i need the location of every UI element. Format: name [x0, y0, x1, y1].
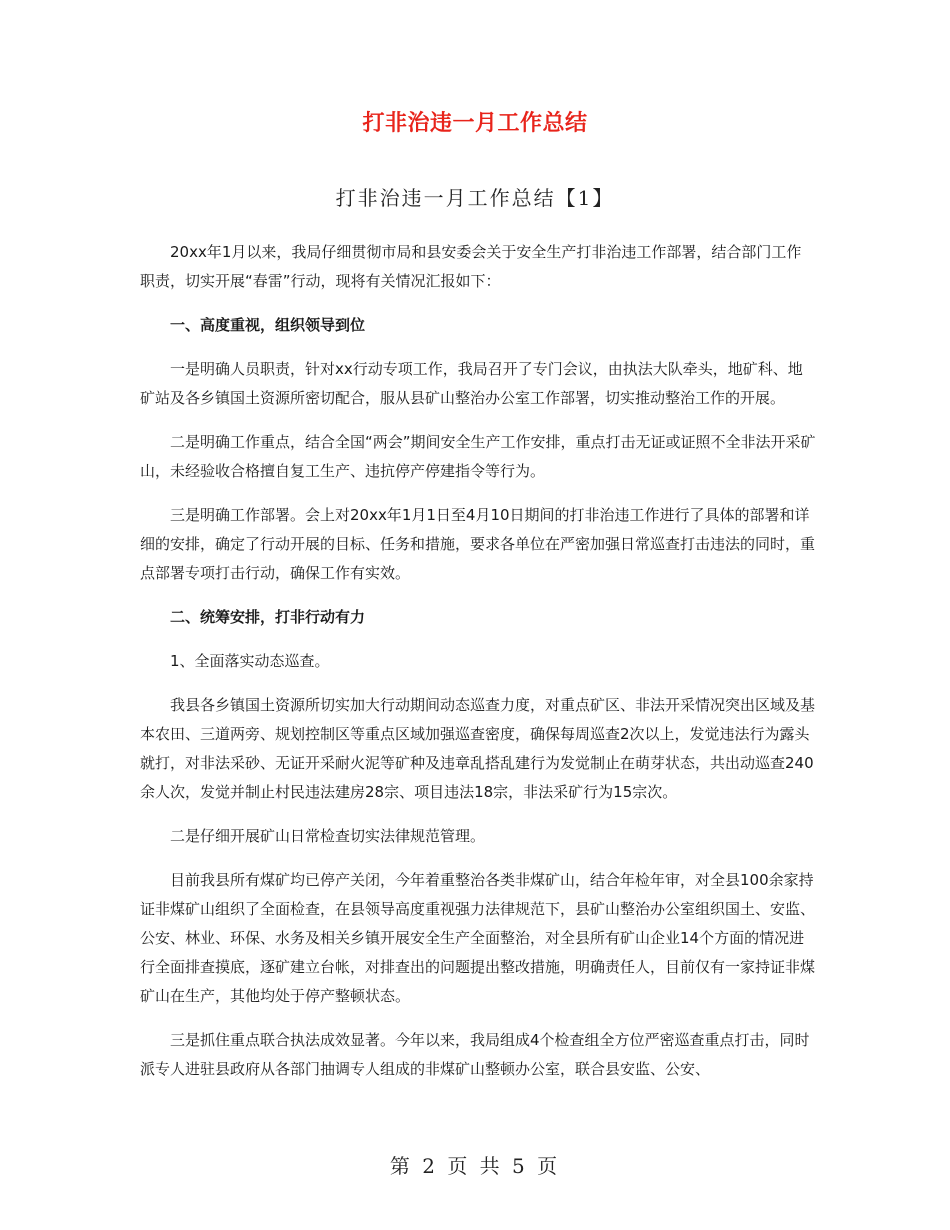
intro-paragraph: 20xx年1月以来，我局仔细贯彻市局和县安委会关于安全生产打非治违工作部署，结合部门工作职责，切实开展“春雷”行动，现将有关情况汇报如下：	[140, 243, 802, 290]
list-item: 二是仔细开展矿山日常检查切实法律规范管理。	[170, 827, 486, 845]
paragraph: 一是明确人员职责，针对xx行动专项工作，我局召开了专门会议，由执法大队牵头，地矿科、地矿站及各乡镇国土资源所密切配合，服从县矿山整治办公室工作部署，切实推动整治工作的开展。	[140, 360, 803, 407]
paragraph: 二是明确工作重点，结合全国“两会”期间安全生产工作安排，重点打击无证或证照不全非法开采矿山，未经验收合格擅自复工生产、违抗停产停建指令等行为。	[140, 433, 816, 480]
paragraph: 我县各乡镇国土资源所切实加大行动期间动态巡查力度，对重点矿区、非法开采情况突出区域及基本农田、三道两旁、规划控制区等重点区域加强巡查密度，确保每周巡查2次以上，发觉违法行为露头就打，对非法采砂、无证开采耐火泥等矿种及违章乱搭乱建行为发觉制止在萌芽状态，共出动巡查240余人次，发觉并制止村民违法建房28宗、项目违法18宗，非法采矿行为15宗次。	[140, 696, 816, 801]
page-number-footer: 第 2 页 共 5 页	[389, 1154, 561, 1178]
section-heading-1: 一、高度重视，组织领导到位	[170, 316, 366, 334]
list-item: 1、全面落实动态巡查。	[170, 652, 330, 670]
paragraph: 三是明确工作部署。会上对20xx年1月1日至4月10日期间的打非治违工作进行了具体的部署和详细的安排，确定了行动开展的目标、任务和措施，要求各单位在严密加强日常巡查打击违法的同时，重点部署专项打击行动，确保工作有实效。	[140, 506, 816, 582]
document-body	[140, 238, 816, 1084]
section-heading-2: 二、统筹安排，打非行动有力	[170, 608, 366, 626]
document-title: 打非治违一月工作总结	[362, 111, 588, 136]
paragraph: 目前我县所有煤矿均已停产关闭，今年着重整治各类非煤矿山，结合年检年审，对全县100余家持证非煤矿山组织了全面检查，在县领导高度重视强力法律规范下，县矿山整治办公室组织国土、安监、公安、林业、环保、水务及相关乡镇开展安全生产全面整治，对全县所有矿山企业14个方面的情况进行全面排查摸底，逐矿建立台帐，对排查出的问题提出整改措施，明确责任人，目前仅有一家持证非煤矿山在生产，其他均处于停产整顿状态。	[140, 871, 816, 1005]
paragraph: 三是抓住重点联合执法成效显著。今年以来，我局组成4个检查组全方位严密巡查重点打击，同时派专人进驻县政府从各部门抽调专人组成的非煤矿山整顿办公室，联合县安监、公安、	[140, 1031, 810, 1078]
document-subtitle: 打非治违一月工作总结【1】	[335, 186, 615, 210]
